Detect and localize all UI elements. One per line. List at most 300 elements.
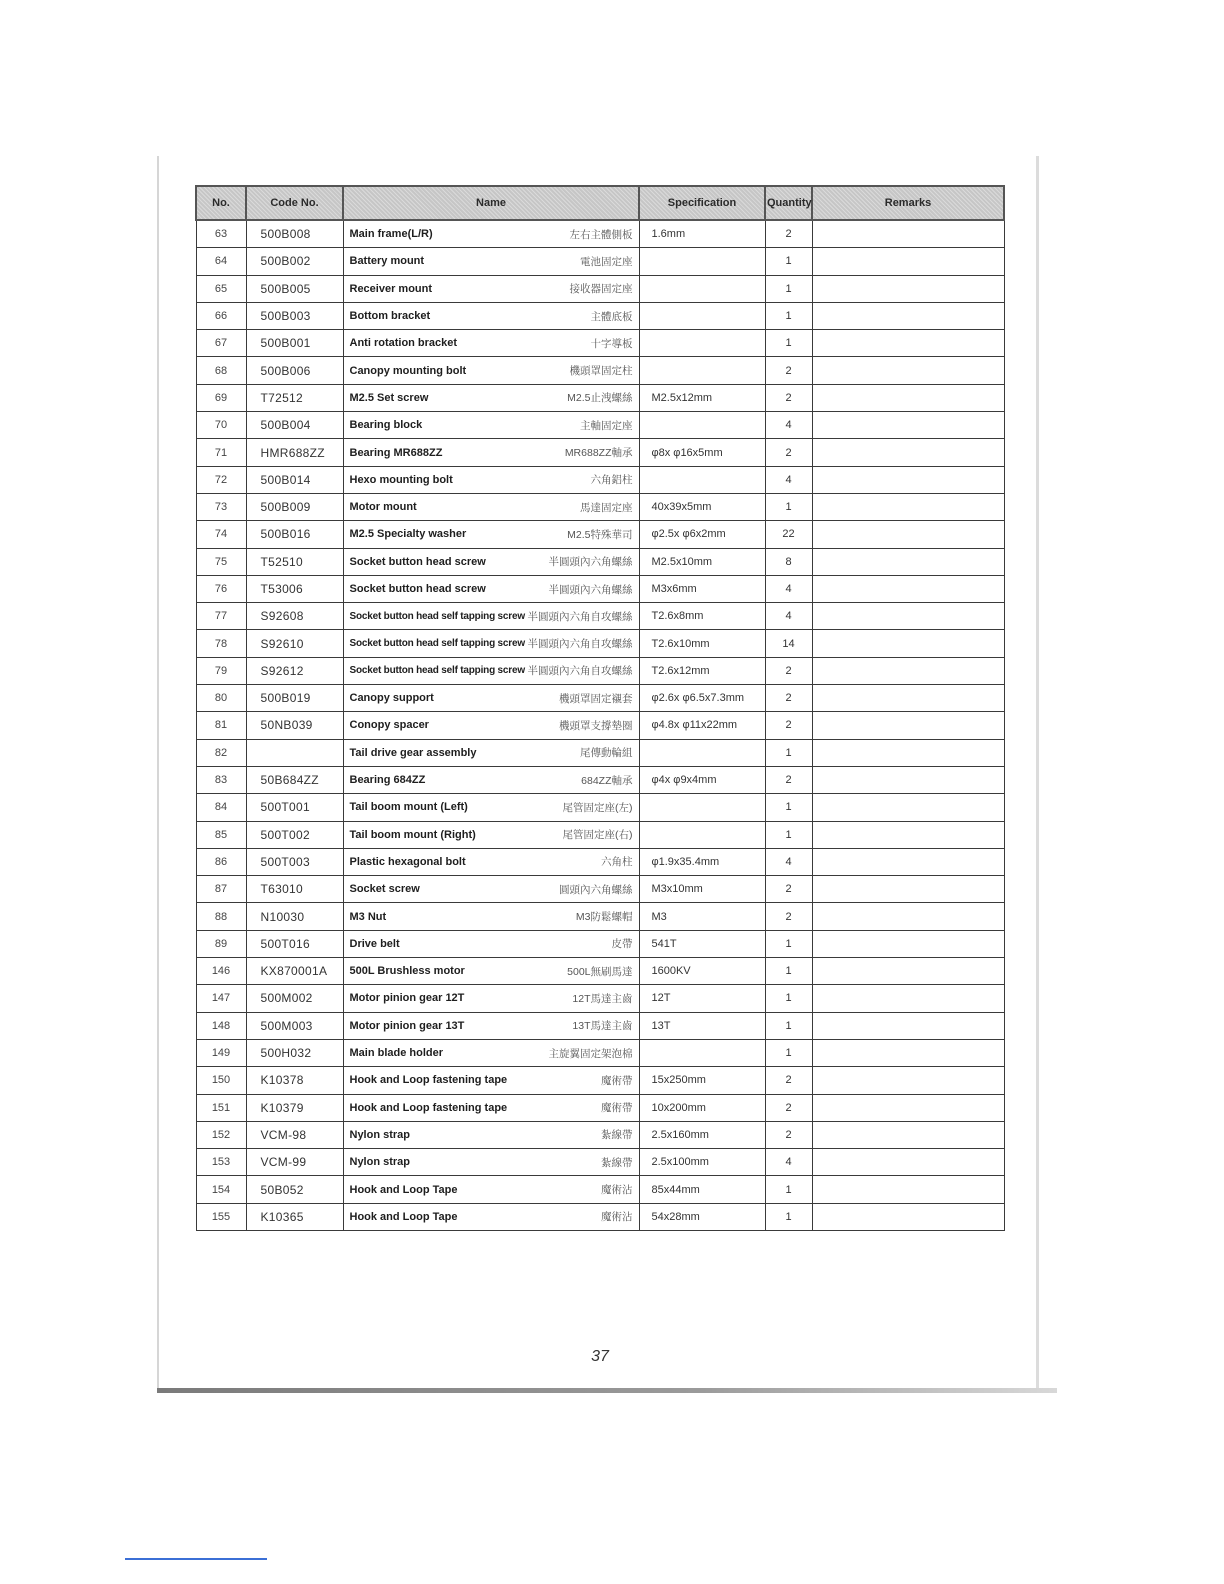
table-row <box>196 493 1004 520</box>
specification <box>639 275 765 302</box>
code-number: T63010 <box>246 876 343 903</box>
part-name <box>350 882 633 897</box>
table-row <box>196 1039 1004 1066</box>
specification <box>639 794 765 821</box>
part-name-cell <box>343 521 639 548</box>
row-number: 69 <box>196 384 246 411</box>
part-name-chinese: 684ZZ軸承 <box>581 774 633 787</box>
specification: 10x200mm <box>639 1094 765 1121</box>
code-number: KX870001A <box>246 958 343 985</box>
specification <box>639 357 765 384</box>
code-number: K10378 <box>246 1067 343 1094</box>
remarks <box>812 930 1004 957</box>
table-row <box>196 521 1004 548</box>
row-number: 151 <box>196 1094 246 1121</box>
part-name <box>350 663 633 678</box>
code-number: 500T002 <box>246 821 343 848</box>
code-number: 500B009 <box>246 493 343 520</box>
remarks <box>812 1203 1004 1230</box>
row-number: 86 <box>196 848 246 875</box>
part-name-cell <box>343 930 639 957</box>
code-number: K10379 <box>246 1094 343 1121</box>
table-row <box>196 220 1004 248</box>
row-number: 63 <box>196 220 246 248</box>
part-name <box>350 609 633 624</box>
remarks <box>812 275 1004 302</box>
part-name <box>350 800 633 815</box>
part-name-cell <box>343 630 639 657</box>
remarks <box>812 384 1004 411</box>
table-row <box>196 439 1004 466</box>
part-name-chinese: 半圓頭內六角螺絲 <box>548 583 633 596</box>
code-number: 500B005 <box>246 275 343 302</box>
specification <box>639 412 765 439</box>
part-name-cell <box>343 958 639 985</box>
part-name-cell <box>343 220 639 248</box>
remarks <box>812 1176 1004 1203</box>
part-name-english: M2.5 Specialty washer <box>349 528 467 541</box>
part-name-english: Tail boom mount (Left) <box>349 801 468 814</box>
quantity: 1 <box>765 958 812 985</box>
remarks <box>812 876 1004 903</box>
table-row <box>196 657 1004 684</box>
table-row <box>196 1176 1004 1203</box>
part-name <box>350 691 633 706</box>
table-row <box>196 685 1004 712</box>
code-number: S92608 <box>246 603 343 630</box>
specification: 2.5x100mm <box>639 1149 765 1176</box>
part-name-chinese: 500L無刷馬達 <box>567 965 633 978</box>
row-number: 76 <box>196 575 246 602</box>
row-number: 70 <box>196 412 246 439</box>
specification: 54x28mm <box>639 1203 765 1230</box>
remarks <box>812 1012 1004 1039</box>
part-name-cell <box>343 603 639 630</box>
part-name-cell <box>343 466 639 493</box>
part-name-chinese: 主體底板 <box>590 310 633 323</box>
table-row <box>196 302 1004 329</box>
code-number: 500B002 <box>246 248 343 275</box>
part-name-english: Bearing MR688ZZ <box>349 446 443 459</box>
part-name-cell <box>343 685 639 712</box>
row-number: 78 <box>196 630 246 657</box>
code-number: 50B684ZZ <box>246 766 343 793</box>
part-name <box>350 418 633 433</box>
table-row <box>196 821 1004 848</box>
part-name <box>350 554 633 569</box>
part-name-cell <box>343 794 639 821</box>
part-name-cell <box>343 1149 639 1176</box>
specification: φ8x φ16x5mm <box>639 439 765 466</box>
quantity: 2 <box>765 876 812 903</box>
specification: 1600KV <box>639 958 765 985</box>
part-name-cell <box>343 766 639 793</box>
remarks <box>812 548 1004 575</box>
remarks <box>812 739 1004 766</box>
part-name-english: Bottom bracket <box>349 310 431 323</box>
row-number: 75 <box>196 548 246 575</box>
row-number: 79 <box>196 657 246 684</box>
part-name <box>350 636 633 651</box>
specification: φ1.9x35.4mm <box>639 848 765 875</box>
part-name <box>350 390 633 405</box>
row-number: 88 <box>196 903 246 930</box>
specification <box>639 248 765 275</box>
remarks <box>812 357 1004 384</box>
part-name-english: Hexo mounting bolt <box>349 473 453 486</box>
part-name-english: Anti rotation bracket <box>349 337 458 350</box>
row-number: 150 <box>196 1067 246 1094</box>
part-name-english: Socket button head screw <box>349 555 486 568</box>
remarks <box>812 493 1004 520</box>
row-number: 84 <box>196 794 246 821</box>
code-number: 500T003 <box>246 848 343 875</box>
part-name-english: Bearing block <box>349 419 423 432</box>
quantity: 4 <box>765 412 812 439</box>
part-name-english: Nylon strap <box>349 1156 411 1169</box>
part-name-cell <box>343 275 639 302</box>
specification: T2.6x10mm <box>639 630 765 657</box>
part-name-english: Hook and Loop Tape <box>349 1183 458 1196</box>
part-name-chinese: 13T馬達主齒 <box>572 1020 633 1033</box>
remarks <box>812 985 1004 1012</box>
quantity: 2 <box>765 1067 812 1094</box>
part-name-english: Motor pinion gear 13T <box>349 1019 465 1032</box>
row-number: 71 <box>196 439 246 466</box>
part-name <box>350 1018 633 1033</box>
remarks <box>812 1149 1004 1176</box>
row-number: 66 <box>196 302 246 329</box>
table-row <box>196 384 1004 411</box>
table-row <box>196 357 1004 384</box>
part-name-chinese: 魔術帶 <box>601 1074 633 1087</box>
quantity: 1 <box>765 1012 812 1039</box>
quantity: 2 <box>765 439 812 466</box>
specification: M2.5x10mm <box>639 548 765 575</box>
part-name-chinese: 尾管固定座(右) <box>562 829 633 842</box>
part-name <box>350 936 633 951</box>
part-name-english: Main frame(L/R) <box>349 228 433 241</box>
table-header-row <box>196 186 1004 220</box>
table-row <box>196 903 1004 930</box>
part-name <box>350 500 633 515</box>
part-name-english: Socket button head self tapping screw <box>349 665 525 677</box>
code-number: T52510 <box>246 548 343 575</box>
specification: 40x39x5mm <box>639 493 765 520</box>
quantity: 2 <box>765 712 812 739</box>
quantity: 1 <box>765 248 812 275</box>
part-name-chinese: 半圓頭內六角螺絲 <box>548 556 633 569</box>
part-name-cell <box>343 903 639 930</box>
table-row <box>196 330 1004 357</box>
table-row <box>196 275 1004 302</box>
part-name-chinese: 機頭罩支撐墊圈 <box>559 719 633 732</box>
quantity: 1 <box>765 821 812 848</box>
code-number: K10365 <box>246 1203 343 1230</box>
remarks <box>812 521 1004 548</box>
part-name-english: Drive belt <box>349 937 400 950</box>
quantity: 4 <box>765 603 812 630</box>
part-name-chinese: 馬達固定座 <box>580 501 633 514</box>
remarks <box>812 220 1004 248</box>
table-row <box>196 412 1004 439</box>
table-row <box>196 1149 1004 1176</box>
table-row <box>196 1121 1004 1148</box>
quantity: 1 <box>765 275 812 302</box>
code-number: 500B008 <box>246 220 343 248</box>
code-number: T72512 <box>246 384 343 411</box>
table-row <box>196 466 1004 493</box>
table-row <box>196 876 1004 903</box>
part-name-english: Hook and Loop fastening tape <box>349 1074 508 1087</box>
code-number: 500B019 <box>246 685 343 712</box>
quantity: 1 <box>765 1176 812 1203</box>
part-name-chinese: 機頭罩固定柱 <box>569 365 633 378</box>
part-name-english: Socket button head self tapping screw <box>349 638 525 650</box>
part-name <box>350 472 633 487</box>
part-name-english: Tail drive gear assembly <box>349 746 477 759</box>
quantity: 4 <box>765 848 812 875</box>
code-number: S92610 <box>246 630 343 657</box>
part-name-cell <box>343 439 639 466</box>
part-name-chinese: 皮帶 <box>611 938 633 951</box>
row-number: 73 <box>196 493 246 520</box>
quantity: 4 <box>765 466 812 493</box>
specification: 1.6mm <box>639 220 765 248</box>
part-name-cell <box>343 657 639 684</box>
part-name-cell <box>343 1121 639 1148</box>
page-edge-right <box>1036 156 1039 1388</box>
row-number: 65 <box>196 275 246 302</box>
specification: 15x250mm <box>639 1067 765 1094</box>
specification: 12T <box>639 985 765 1012</box>
part-name-cell <box>343 821 639 848</box>
part-name-chinese: M3防鬆螺帽 <box>575 911 633 924</box>
part-name-chinese: 紮線帶 <box>601 1156 633 1169</box>
part-name-english: Canopy mounting bolt <box>349 364 467 377</box>
code-number: VCM-98 <box>246 1121 343 1148</box>
table-row <box>196 1067 1004 1094</box>
part-name <box>350 827 633 842</box>
table-row <box>196 930 1004 957</box>
row-number: 81 <box>196 712 246 739</box>
part-name-english: Tail boom mount (Right) <box>349 828 476 841</box>
specification: T2.6x8mm <box>639 603 765 630</box>
part-name-chinese: 魔術帶 <box>601 1102 633 1115</box>
remarks <box>812 1067 1004 1094</box>
remarks <box>812 575 1004 602</box>
row-number: 82 <box>196 739 246 766</box>
part-name-english: Plastic hexagonal bolt <box>349 855 466 868</box>
part-name-chinese: 圓頭內六角螺絲 <box>559 883 633 896</box>
row-number: 77 <box>196 603 246 630</box>
part-name-chinese: M2.5特殊華司 <box>567 528 633 541</box>
remarks <box>812 848 1004 875</box>
table-row <box>196 985 1004 1012</box>
quantity: 1 <box>765 330 812 357</box>
table-row <box>196 1203 1004 1230</box>
part-name-chinese: 機頭罩固定襯套 <box>559 692 633 705</box>
quantity: 1 <box>765 493 812 520</box>
code-number: 50NB039 <box>246 712 343 739</box>
part-name-english: Motor mount <box>349 501 417 514</box>
table-row <box>196 548 1004 575</box>
table-row <box>196 1094 1004 1121</box>
part-name-cell <box>343 384 639 411</box>
part-name-chinese: 12T馬達主齒 <box>572 992 633 1005</box>
part-name-cell <box>343 1203 639 1230</box>
quantity: 2 <box>765 384 812 411</box>
quantity: 2 <box>765 657 812 684</box>
remarks <box>812 958 1004 985</box>
code-number: 500T016 <box>246 930 343 957</box>
specification: φ4x φ9x4mm <box>639 766 765 793</box>
specification <box>639 330 765 357</box>
code-number: 500M002 <box>246 985 343 1012</box>
part-name-chinese: 電池固定座 <box>580 255 633 268</box>
part-name-chinese: 六角柱 <box>601 856 633 869</box>
part-name <box>350 336 633 351</box>
part-name-cell <box>343 985 639 1012</box>
part-name-chinese: MR688ZZ軸承 <box>564 447 633 460</box>
part-name <box>350 1182 633 1197</box>
part-name <box>350 254 633 269</box>
table-row <box>196 1012 1004 1039</box>
parts-table <box>195 185 1005 1231</box>
part-name <box>350 1100 633 1115</box>
code-number: 500B006 <box>246 357 343 384</box>
part-name-cell <box>343 493 639 520</box>
header-name: Name <box>343 186 639 220</box>
table-row <box>196 848 1004 875</box>
row-number: 155 <box>196 1203 246 1230</box>
code-number: 500B004 <box>246 412 343 439</box>
part-name-cell <box>343 1067 639 1094</box>
remarks <box>812 412 1004 439</box>
part-name-english: Socket screw <box>349 883 420 896</box>
part-name-cell <box>343 876 639 903</box>
code-number: N10030 <box>246 903 343 930</box>
part-name-chinese: 左右主體側板 <box>569 228 633 241</box>
part-name-chinese: M2.5止洩螺絲 <box>567 392 633 405</box>
part-name-cell <box>343 412 639 439</box>
part-name-chinese: 主軸固定座 <box>580 419 633 432</box>
part-name-english: M2.5 Set screw <box>349 391 429 404</box>
remarks <box>812 1039 1004 1066</box>
specification: φ2.5x φ6x2mm <box>639 521 765 548</box>
part-name <box>350 363 633 378</box>
part-name-chinese: 半圓頭內六角自攻螺絲 <box>527 665 633 678</box>
page-edge-left <box>157 156 159 1388</box>
header-remarks: Remarks <box>812 186 1004 220</box>
part-name-english: Canopy support <box>349 692 434 705</box>
part-name-cell <box>343 848 639 875</box>
code-number: HMR688ZZ <box>246 439 343 466</box>
code-number: 500H032 <box>246 1039 343 1066</box>
part-name <box>350 718 633 733</box>
remarks <box>812 466 1004 493</box>
part-name-chinese: 半圓頭內六角自攻螺絲 <box>527 638 633 651</box>
specification: φ2.6x φ6.5x7.3mm <box>639 685 765 712</box>
part-name <box>350 1209 633 1224</box>
part-name <box>350 582 633 597</box>
quantity: 4 <box>765 1149 812 1176</box>
header-no: No. <box>196 186 246 220</box>
header-code: Code No. <box>246 186 343 220</box>
part-name-english: Socket button head screw <box>349 583 486 595</box>
link-underline <box>125 1558 267 1560</box>
remarks <box>812 439 1004 466</box>
part-name-english: Main blade holder <box>349 1047 444 1060</box>
part-name-english: Hook and Loop Tape <box>349 1210 458 1223</box>
part-name-cell <box>343 1012 639 1039</box>
table-row <box>196 958 1004 985</box>
part-name-chinese: 十字導板 <box>590 337 633 350</box>
row-number: 153 <box>196 1149 246 1176</box>
quantity: 2 <box>765 903 812 930</box>
quantity: 22 <box>765 521 812 548</box>
part-name <box>350 1046 633 1061</box>
part-name <box>350 1155 633 1170</box>
quantity: 1 <box>765 794 812 821</box>
quantity: 2 <box>765 220 812 248</box>
table-row <box>196 603 1004 630</box>
part-name-cell <box>343 739 639 766</box>
part-name-chinese: 接收器固定座 <box>569 283 633 296</box>
row-number: 83 <box>196 766 246 793</box>
remarks <box>812 330 1004 357</box>
table-row <box>196 248 1004 275</box>
part-name-english: 500L Brushless motor <box>349 965 465 978</box>
part-name-chinese: 尾傳動輪組 <box>580 747 633 760</box>
part-name-cell <box>343 1039 639 1066</box>
part-name-chinese: 魔術沾 <box>601 1211 633 1224</box>
remarks <box>812 794 1004 821</box>
row-number: 87 <box>196 876 246 903</box>
row-number: 64 <box>196 248 246 275</box>
remarks <box>812 630 1004 657</box>
quantity: 14 <box>765 630 812 657</box>
part-name-english: Nylon strap <box>349 1128 411 1141</box>
specification: 2.5x160mm <box>639 1121 765 1148</box>
row-number: 89 <box>196 930 246 957</box>
part-name-chinese: 主旋翼固定架泡棉 <box>548 1047 633 1060</box>
part-name <box>350 991 633 1006</box>
table-row <box>196 575 1004 602</box>
quantity: 1 <box>765 1039 812 1066</box>
code-number: 500B016 <box>246 521 343 548</box>
quantity: 8 <box>765 548 812 575</box>
row-number: 147 <box>196 985 246 1012</box>
quantity: 2 <box>765 685 812 712</box>
table-row <box>196 739 1004 766</box>
part-name <box>350 745 633 760</box>
header-spec: Specification <box>639 186 765 220</box>
quantity: 2 <box>765 357 812 384</box>
specification: 85x44mm <box>639 1176 765 1203</box>
code-number: 500M003 <box>246 1012 343 1039</box>
row-number: 67 <box>196 330 246 357</box>
part-name-english: Motor pinion gear 12T <box>349 992 465 1005</box>
part-name-chinese: 六角鋁柱 <box>590 474 633 487</box>
row-number: 154 <box>196 1176 246 1203</box>
quantity: 1 <box>765 985 812 1012</box>
specification: M2.5x12mm <box>639 384 765 411</box>
row-number: 148 <box>196 1012 246 1039</box>
table-row <box>196 630 1004 657</box>
remarks <box>812 712 1004 739</box>
part-name-english: Bearing 684ZZ <box>349 774 426 787</box>
